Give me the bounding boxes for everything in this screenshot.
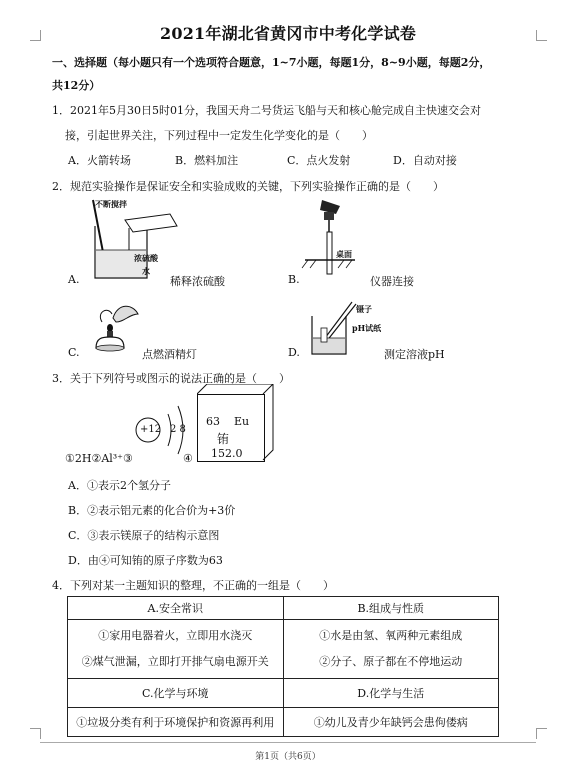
table-row xyxy=(68,620,499,679)
cell-head-d: D.化学与生活 xyxy=(283,679,499,708)
q1-option-a: A．火箭转场 xyxy=(68,154,131,167)
q2-stem: 2．规范实验操作是保证安全和实验成败的关键，下列实验操作正确的是（ ） xyxy=(52,180,444,193)
label-stir: 不断搅拌 xyxy=(95,199,127,209)
cell-a2: ②煤气泄漏，立即打开排气扇电源开关 xyxy=(81,655,269,668)
figure-instrument-connection xyxy=(300,198,360,283)
q2-option-a-caption: 稀释浓硫酸 xyxy=(170,275,225,288)
cell-head-a: A.安全常识 xyxy=(68,597,284,620)
label-water: 水 xyxy=(142,266,150,276)
section-heading-cont: 共12分） xyxy=(52,79,101,92)
element-number: 63 xyxy=(206,415,220,428)
cell-d1: ①幼儿及青少年缺钙会患佝偻病 xyxy=(283,708,499,737)
label-ph-paper: pH试纸 xyxy=(352,323,382,333)
q2-option-b-caption: 仪器连接 xyxy=(370,275,414,288)
cell-b2: ②分子、原子都在不停地运动 xyxy=(319,655,463,668)
q3-symbol-4: ④ xyxy=(183,452,193,465)
crop-mark-top-right xyxy=(536,30,547,41)
q3-option-c: C．③表示镁原子的结构示意图 xyxy=(68,529,220,542)
q2-option-c-caption: 点燃酒精灯 xyxy=(142,348,197,361)
q2-option-d-caption: 测定溶液pH xyxy=(384,348,445,361)
label-table: 桌面 xyxy=(336,249,352,259)
element-name: 铕 xyxy=(217,432,230,446)
q2-option-b-letter: B. xyxy=(288,273,300,286)
cell-a1: ①家用电器着火，立即用水浇灭 xyxy=(98,629,253,642)
page-footer: 第1页（共6页） xyxy=(255,752,321,762)
q3-option-d: D．由④可知铕的原子序数为63 xyxy=(68,554,223,567)
q2-option-a-letter: A. xyxy=(68,273,80,286)
crop-mark-bottom-left xyxy=(30,728,41,739)
q1-option-d: D．自动对接 xyxy=(393,154,457,167)
q2-option-d-letter: D. xyxy=(288,346,300,359)
q4-knowledge-table xyxy=(67,596,499,737)
section-heading: 一、选择题（每小题只有一个选项符合题意，1~7小题，每题1分，8~9小题，每题2分， xyxy=(52,56,491,69)
q1-option-b: B．燃料加注 xyxy=(175,154,239,167)
cell-c1: ①垃圾分类有利于环境保护和资源再利用 xyxy=(68,708,284,737)
q4-stem: 4．下列对某一主题知识的整理，不正确的一组是（ ） xyxy=(52,579,334,592)
cell-head-b: B.组成与性质 xyxy=(283,597,499,620)
element-mass: 152.0 xyxy=(211,447,243,460)
table-row xyxy=(68,597,499,620)
q1-stem-line2: 接，引起世界关注，下列过程中一定发生化学变化的是（ ） xyxy=(65,129,373,142)
cell-b1: ①水是由氢、氧两种元素组成 xyxy=(319,629,463,642)
footer-divider xyxy=(40,742,536,743)
q3-option-a: A．①表示2个氢分子 xyxy=(68,479,171,492)
figure-alcohol-lamp xyxy=(88,300,148,360)
table-row xyxy=(68,708,499,737)
cell-head-c: C.化学与环境 xyxy=(68,679,284,708)
q3-stem: 3．关于下列符号或图示的说法正确的是（ ） xyxy=(52,372,290,385)
crop-mark-bottom-right xyxy=(536,728,547,739)
element-symbol: Eu xyxy=(234,415,250,428)
crop-mark-top-left xyxy=(30,30,41,41)
table-row xyxy=(68,679,499,708)
figure-dilute-acid xyxy=(85,198,195,283)
q3-symbols: ①2H②Al³⁺③ xyxy=(65,452,133,465)
q3-option-b: B．②表示铝元素的化合价为+3价 xyxy=(68,504,236,517)
atom-nucleus: +12 xyxy=(140,424,162,435)
q1-stem-line1: 1．2021年5月30日5时01分，我国天舟二号货运飞船与天和核心舱完成自主快速交会对 xyxy=(52,104,481,117)
label-tweezers: 镊子 xyxy=(356,304,372,314)
q2-option-c-letter: C. xyxy=(68,346,80,359)
page-title: 2021年湖北省黄冈市中考化学试卷 xyxy=(160,24,416,43)
label-acid: 浓硫酸 xyxy=(134,253,158,263)
cell-a-content xyxy=(68,620,284,679)
atom-shells: 2 8 xyxy=(170,424,186,435)
q1-option-c: C．点火发射 xyxy=(287,154,351,167)
cell-b-content xyxy=(283,620,499,679)
